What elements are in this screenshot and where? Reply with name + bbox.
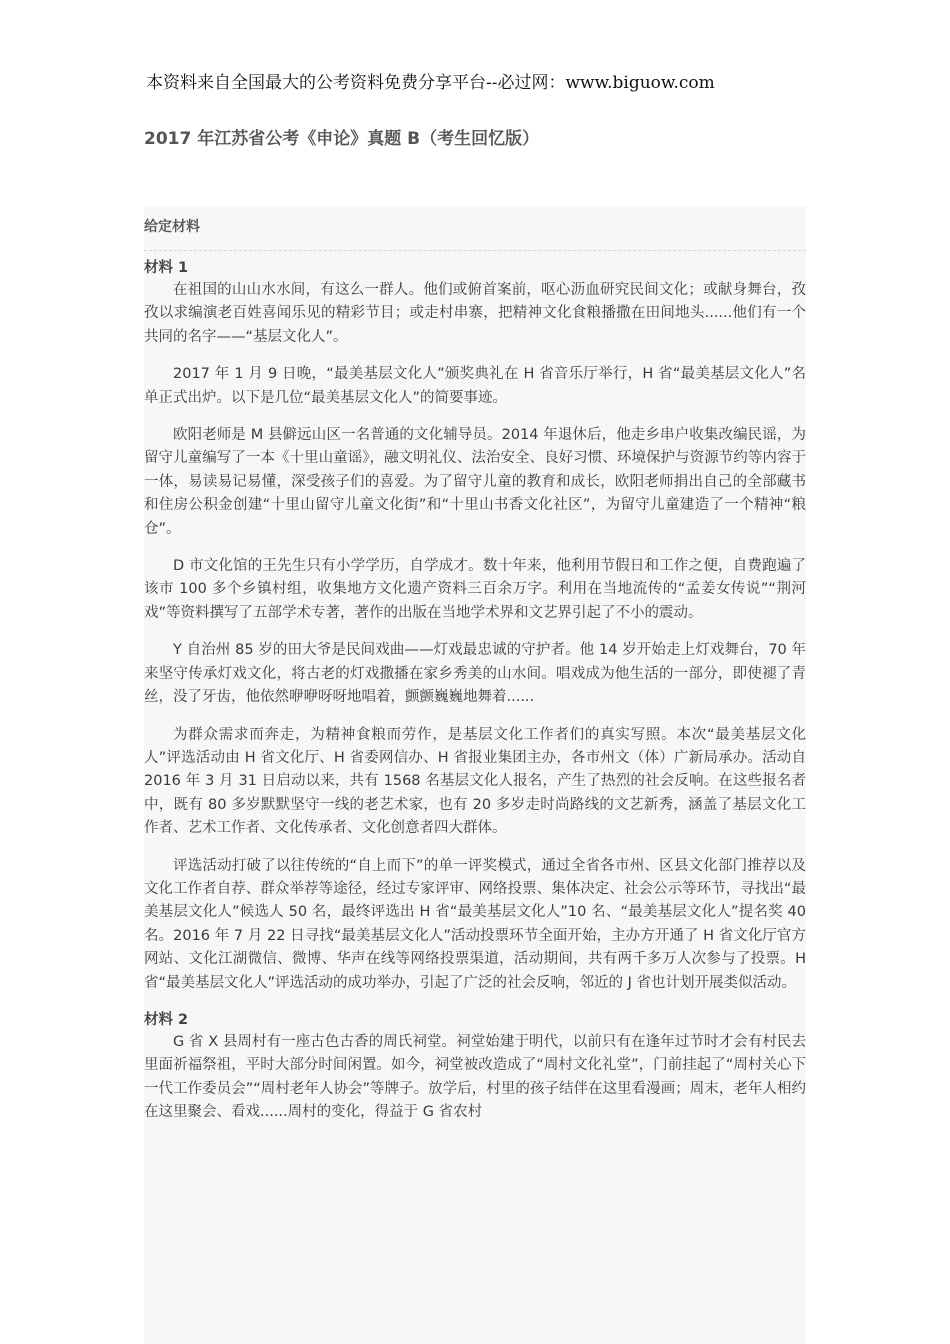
paragraph: D 市文化馆的王先生只有小学学历，自学成才。数十年来，他利用节假日和工作之便，自费跑遍了该市 100 多个乡镇村组，收集地方文化遗产资料三百余万字。利用在当地流传的“孟姜女传说”“荆河戏”等资料撰写了五部学术专著，著作的出版在当地学术界和文艺界引起了不小的震动。 — [144, 558, 806, 621]
material-2-title: 材料 2 — [144, 1011, 189, 1028]
document-title: 2017 年江苏省公考《申论》真题 B（考生回忆版） — [144, 129, 540, 149]
paragraph: Y 自治州 85 岁的田大爷是民间戏曲——灯戏最忠诚的守护者。他 14 岁开始走上灯戏舞台，70 年来坚守传承灯戏文化，将古老的灯戏撒播在家乡秀美的山水间。唱戏成为他生活的一部分，即使褪了青丝，没了牙齿，他依然咿咿呀呀地唱着，颤颤巍巍地舞着...... — [144, 642, 806, 706]
paragraph: 为群众需求而奔走，为精神食粮而劳作，是基层文化工作者们的真实写照。本次“最美基层文化人”评选活动由 H 省文化厅、H 省委网信办、H 省报业集团主办，各市州文（体）广新局承办。活动自 2016 年 3 月 31 日启动以来，共有 1568 名基层文化人报名，产生了热烈的社会反响。在这些报名者中，既有 80 多岁默默坚守一线的老艺术家，也有 20 多岁走时尚路线的文艺新秀，涵盖了基层文化工作者、艺术工作者、文化传承者、文化创意者四大群体。 — [144, 726, 806, 837]
section-heading: 给定材料 — [144, 206, 806, 251]
material-1-title: 材料 1 — [144, 260, 189, 276]
paragraph: 2017 年 1 月 9 日晚，“最美基层文化人”颁奖典礼在 H 省音乐厅举行，H 省“最美基层文化人”名单正式出炉。以下是几位“最美基层文化人”的简要事迹。 — [144, 366, 806, 406]
paragraph: G 省 X 县周村有一座古色古香的周氏祠堂。祠堂始建于明代，以前只有在逢年过节时才会有村民去里面祈福祭祖，平时大部分时间闲置。如今，祠堂被改造成了“周村文化礼堂”，门前挂起了“周村关心下一代工作委员会”“周村老年人协会”等牌子。放学后，村里的孩子结伴在这里看漫画；周末，老年人相约在这里聚会、看戏......周村的变化，得益于 G 省农村 — [144, 1033, 806, 1121]
source-header: 本资料来自全国最大的公考资料免费分享平台--必过网：www.biguow.com — [146, 73, 715, 93]
paragraph: 欧阳老师是 M 县僻远山区一名普通的文化辅导员。2014 年退休后，他走乡串户收集改编民谣，为留守儿童编写了一本《十里山童谣》，融文明礼仪、法治安全、良好习惯、环境保护与资源节约等内容于一体，易读易记易懂，深受孩子们的喜爱。为了留守儿童的教育和成长，欧阳老师捐出自己的全部藏书和住房公积金创建“十里山留守儿童文化街”和“十里山书香文化社区”，为留守儿童建造了一个精神“粮仓”。 — [144, 427, 806, 537]
document-body — [144, 206, 806, 1344]
paragraph: 在祖国的山山水水间，有这么一群人。他们或俯首案前，呕心沥血研究民间文化；或献身舞台，孜孜以求编演老百姓喜闻乐见的精彩节目；或走村串寨，把精神文化食粮播撒在田间地头......他们有一个共同的名字——“基层文化人”。 — [144, 282, 806, 345]
paragraph: 评选活动打破了以往传统的“自上而下”的单一评奖模式，通过全省各市州、区县文化部门推荐以及文化工作者自荐、群众举荐等途径，经过专家评审、网络投票、集体决定、社会公示等环节，寻找出“最美基层文化人”候选人 50 名，最终评选出 H 省“最美基层文化人”10 名、“最美基层文化人”提名奖 40 名。2016 年 7 月 22 日寻找“最美基层文化人”活动投票环节全面开始，主办方开通了 H 省文化厅官方网站、文化江湖微信、微博、华声在线等网络投票渠道，活动期间，共有两千多万人次参与了投票。H 省“最美基层文化人”评选活动的成功举办，引起了广泛的社会反响，邻近的 J 省也计划开展类似活动。 — [144, 857, 806, 991]
